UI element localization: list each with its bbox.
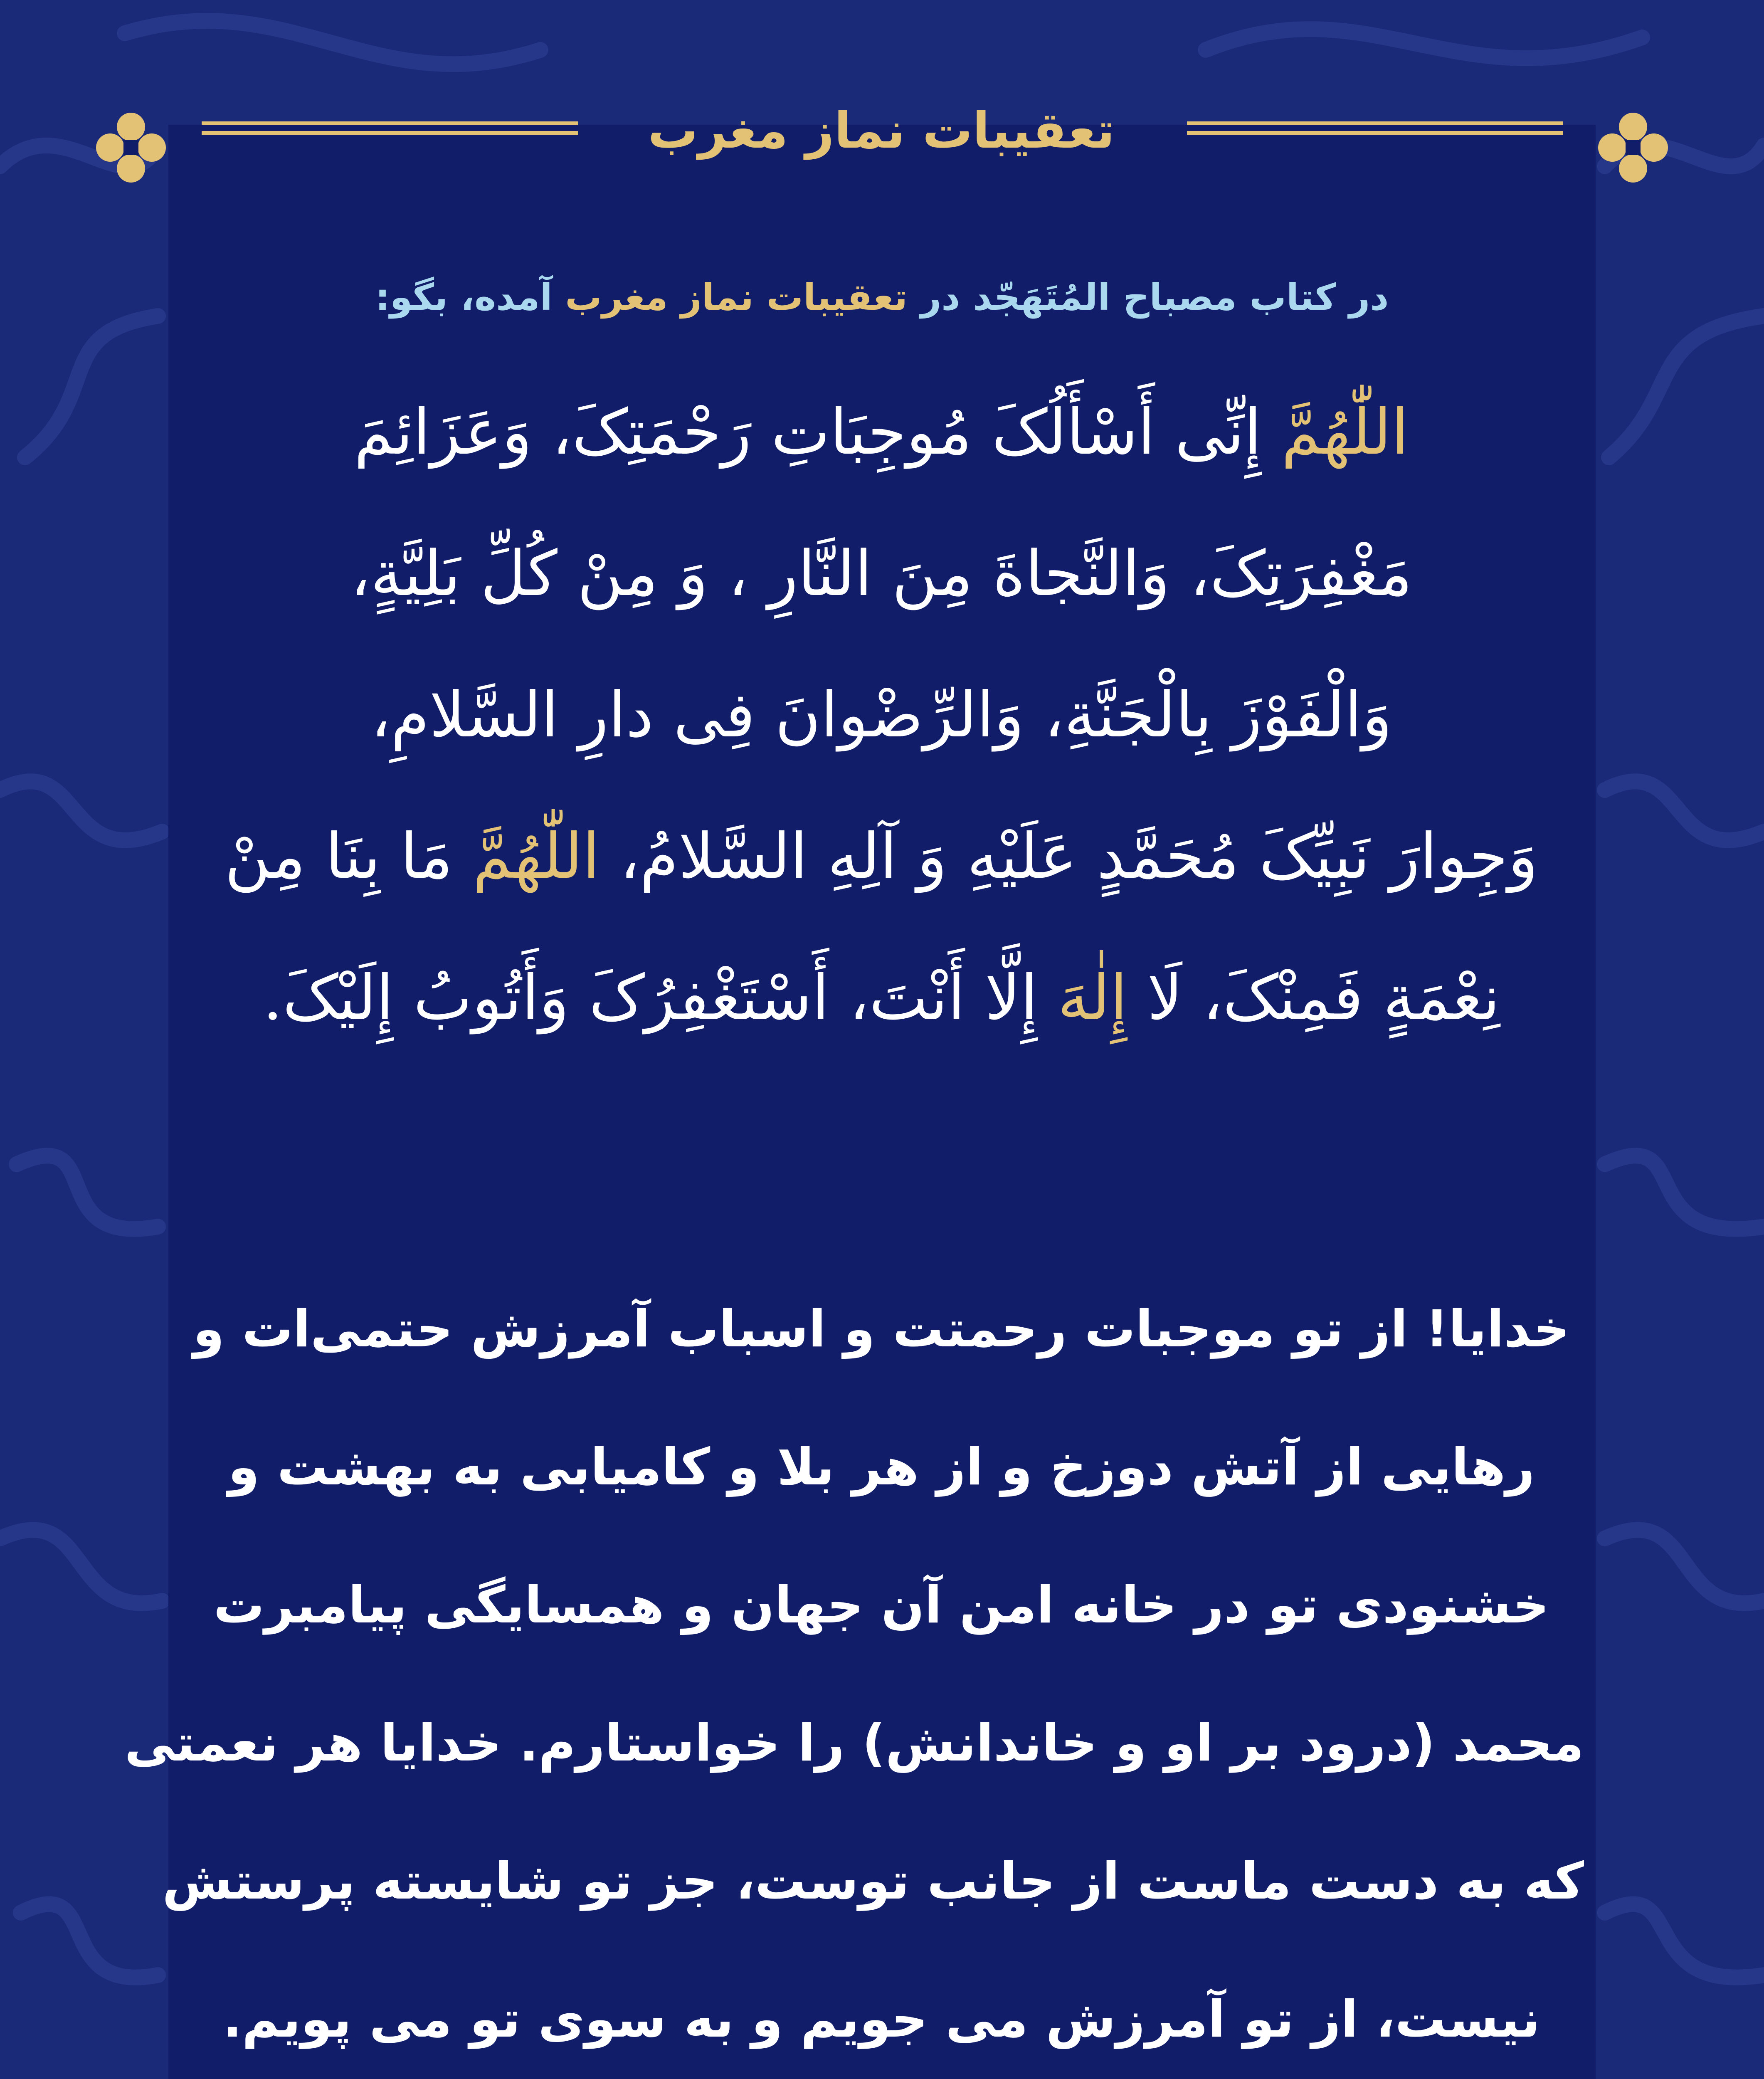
arabic-line-2: مَغْفِرَتِکَ، وَالنَّجاةَ مِنَ النَّارِ ، وَ مِنْ کُلِّ بَلِیَّةٍ،: [350, 538, 1413, 610]
quatrefoil-ornament-icon: [94, 110, 168, 185]
persian-line-6: نیست، از تو آمرزش می جویم و به سوی تو می پویم.: [222, 1990, 1540, 2049]
arabic-supplication: [179, 362, 1584, 1069]
arabic-line-1: [179, 362, 1584, 503]
persian-line-4: محمد (درود بر او و خاندانش) را خواستارم. خدایا هر نعمتی: [124, 1714, 1584, 1773]
persian-line-5: که به دست ماست از جانب توست، جز تو شایسته پرستش: [162, 1852, 1584, 1911]
arabic-line-4-after: مَا بِنَا مِنْ: [225, 820, 453, 893]
arabic-divine-name: اللّٰهُمَّ: [472, 820, 600, 893]
intro-highlight: تعقیبات نماز مغرب: [565, 276, 908, 319]
arabic-line-4: [179, 786, 1584, 927]
arabic-line-4-before: وَجِوارَ نَبِیِّکَ مُحَمَّدٍ عَلَیْهِ وَ آلِهِ السَّلامُ،: [619, 820, 1538, 893]
arabic-line-3: وَالْفَوْزَ بِالْجَنَّةِ، وَالرِّضْوانَ فِی دارِ السَّلامِ،: [370, 679, 1392, 751]
quatrefoil-ornament-icon: [1596, 110, 1670, 185]
persian-translation: [124, 1260, 1584, 2079]
intro-text: [374, 266, 1390, 328]
persian-line-3: خشنودی تو در خانه امن آن جهان و همسایگی پیامبرت: [213, 1575, 1549, 1635]
arabic-line-5-before: نِعْمَةٍ فَمِنْکَ، لَا: [1147, 962, 1500, 1034]
top-left-gold-rule: [202, 121, 578, 135]
arabic-divine-name: اللّٰهُمَّ: [1281, 396, 1409, 469]
arabic-line-5-after: إِلَّا أَنْتَ، أَسْتَغْفِرُکَ وَأَتُوبُ إِلَیْکَ.: [263, 962, 1038, 1034]
persian-line-1: خدایا! از تو موجبات رحمتت و اسباب آمرزش حتمی‌ات و: [193, 1299, 1570, 1358]
arabic-line-5: [179, 927, 1584, 1069]
persian-line-2: رهایی از آتش دوزخ و از هر بلا و کامیابی به بهشت و: [228, 1437, 1535, 1496]
intro-prefix: در کتاب مصباح المُتَهَجّد در: [920, 276, 1389, 319]
top-right-gold-rule: [1187, 121, 1563, 135]
arabic-divine-name: إِلٰهَ: [1057, 962, 1127, 1034]
arabic-line-1-text: إِنِّی أَسْأَلُکَ مُوجِبَاتِ رَحْمَتِکَ، وَعَزَائِمَ: [354, 396, 1262, 469]
intro-suffix: آمده، بگو:: [375, 276, 553, 319]
page-title: تعقیبات نماز مغرب: [648, 102, 1115, 160]
